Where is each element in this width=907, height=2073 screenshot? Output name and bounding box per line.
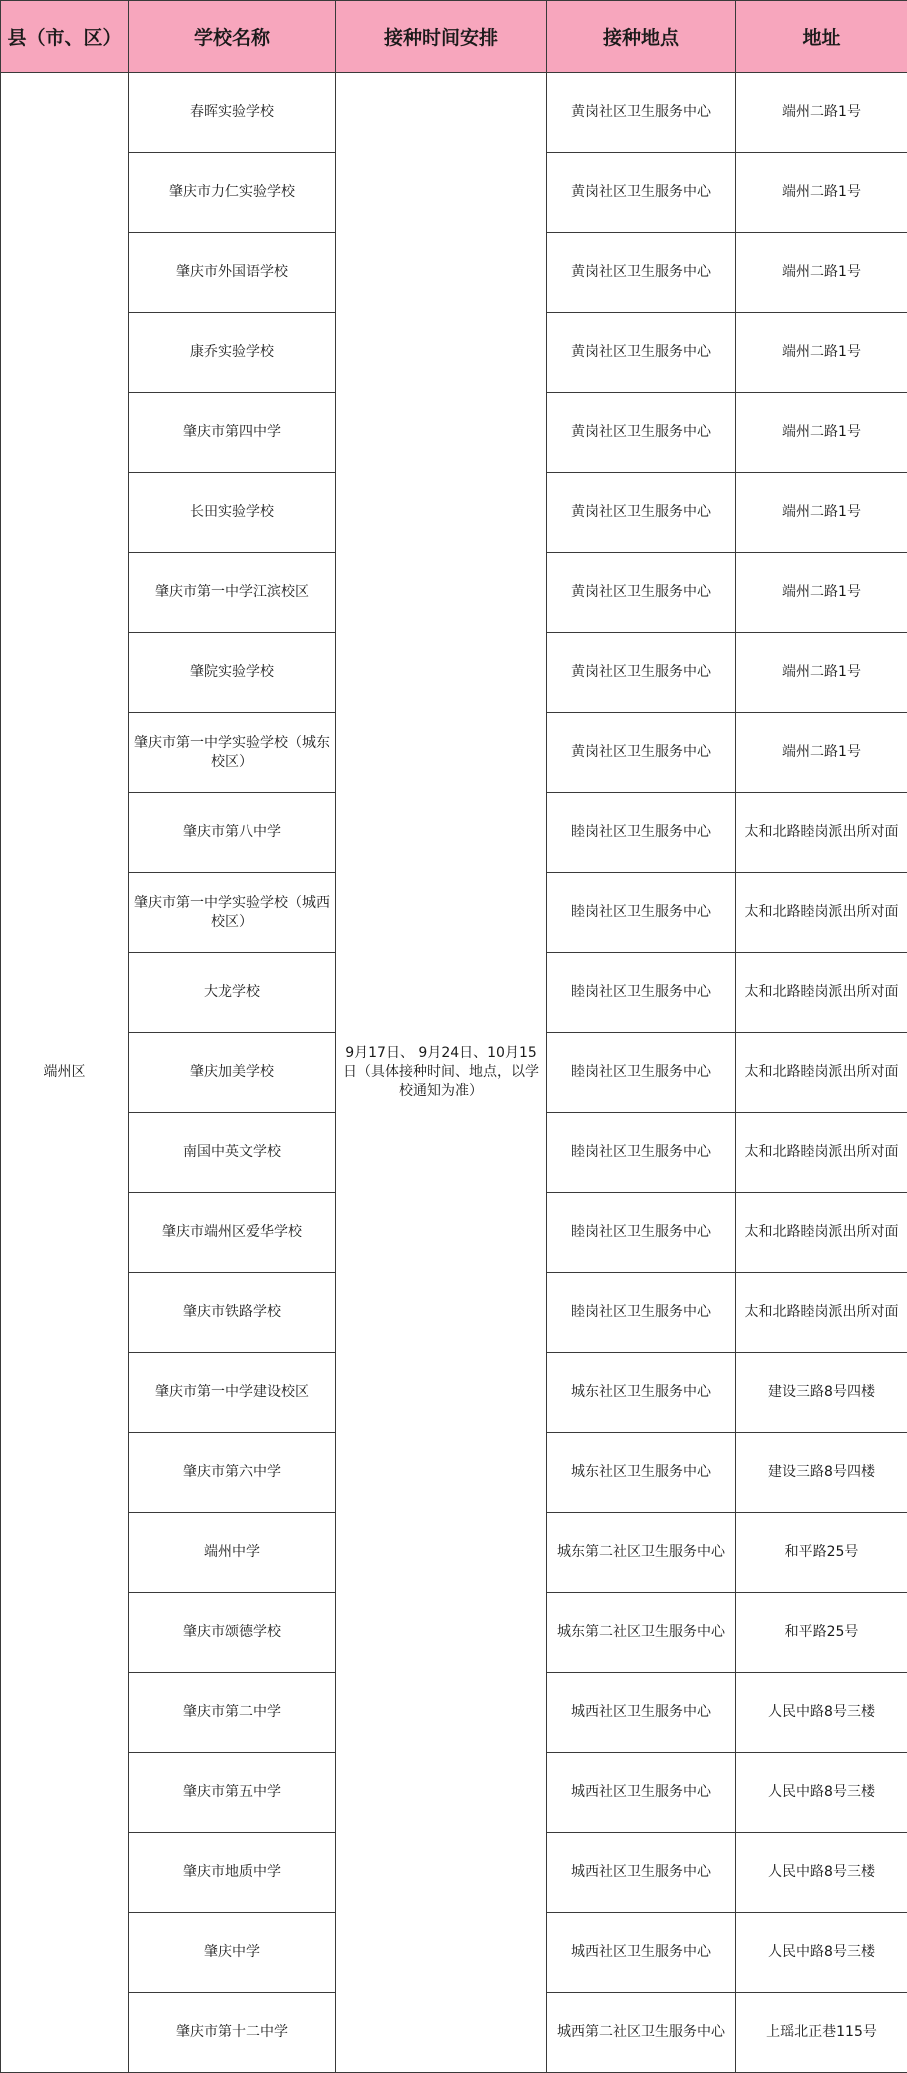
vaccination-site-cell: 黄岗社区卫生服务中心 <box>547 393 736 473</box>
school-name-cell: 肇庆加美学校 <box>129 1033 336 1113</box>
address-cell: 人民中路8号三楼 <box>736 1673 907 1753</box>
school-name-cell: 肇庆市地质中学 <box>129 1833 336 1913</box>
vaccination-site-cell: 黄岗社区卫生服务中心 <box>547 713 736 793</box>
vaccination-site-cell: 睦岗社区卫生服务中心 <box>547 1033 736 1113</box>
vaccination-site-cell: 睦岗社区卫生服务中心 <box>547 873 736 953</box>
address-cell: 建设三路8号四楼 <box>736 1353 907 1433</box>
vaccination-site-cell: 城西第二社区卫生服务中心 <box>547 1993 736 2073</box>
school-name-cell: 肇庆中学 <box>129 1913 336 1993</box>
address-cell: 太和北路睦岗派出所对面 <box>736 1113 907 1193</box>
table-body <box>1 73 907 2073</box>
address-cell: 人民中路8号三楼 <box>736 1833 907 1913</box>
address-cell: 太和北路睦岗派出所对面 <box>736 873 907 953</box>
address-cell: 端州二路1号 <box>736 393 907 473</box>
school-name-cell: 春晖实验学校 <box>129 73 336 153</box>
address-cell: 太和北路睦岗派出所对面 <box>736 1273 907 1353</box>
vaccination-site-cell: 黄岗社区卫生服务中心 <box>547 553 736 633</box>
vaccination-site-cell: 睦岗社区卫生服务中心 <box>547 1113 736 1193</box>
address-cell: 建设三路8号四楼 <box>736 1433 907 1513</box>
schedule-cell: 9月17日、 9月24日、10月15日（具体接种时间、地点，以学校通知为准） <box>336 73 547 2073</box>
vaccination-site-cell: 城西社区卫生服务中心 <box>547 1833 736 1913</box>
school-name-cell: 肇庆市第一中学建设校区 <box>129 1353 336 1433</box>
vaccination-site-cell: 城西社区卫生服务中心 <box>547 1673 736 1753</box>
school-name-cell: 大龙学校 <box>129 953 336 1033</box>
school-name-cell: 南国中英文学校 <box>129 1113 336 1193</box>
address-cell: 和平路25号 <box>736 1513 907 1593</box>
vaccination-site-cell: 黄岗社区卫生服务中心 <box>547 153 736 233</box>
vaccination-site-cell: 城东第二社区卫生服务中心 <box>547 1513 736 1593</box>
vaccination-site-cell: 城西社区卫生服务中心 <box>547 1753 736 1833</box>
address-cell: 端州二路1号 <box>736 713 907 793</box>
address-cell: 太和北路睦岗派出所对面 <box>736 953 907 1033</box>
school-name-cell: 肇庆市第四中学 <box>129 393 336 473</box>
school-name-cell: 肇庆市第五中学 <box>129 1753 336 1833</box>
address-cell: 端州二路1号 <box>736 73 907 153</box>
school-name-cell: 肇庆市铁路学校 <box>129 1273 336 1353</box>
header-site: 接种地点 <box>547 1 736 73</box>
vaccination-site-cell: 城东社区卫生服务中心 <box>547 1353 736 1433</box>
header-district: 县（市、区） <box>1 1 129 73</box>
vaccination-site-cell: 睦岗社区卫生服务中心 <box>547 1273 736 1353</box>
vaccination-site-cell: 睦岗社区卫生服务中心 <box>547 1193 736 1273</box>
school-name-cell: 肇庆市端州区爱华学校 <box>129 1193 336 1273</box>
address-cell: 太和北路睦岗派出所对面 <box>736 1193 907 1273</box>
district-cell: 端州区 <box>1 73 129 2073</box>
vaccination-site-cell: 睦岗社区卫生服务中心 <box>547 953 736 1033</box>
school-name-cell: 肇庆市第二中学 <box>129 1673 336 1753</box>
school-name-cell: 肇院实验学校 <box>129 633 336 713</box>
header-row <box>1 1 907 73</box>
school-name-cell: 肇庆市第一中学实验学校（城西校区） <box>129 873 336 953</box>
address-cell: 端州二路1号 <box>736 553 907 633</box>
address-cell: 端州二路1号 <box>736 153 907 233</box>
header-schedule: 接种时间安排 <box>336 1 547 73</box>
school-name-cell: 肇庆市颂德学校 <box>129 1593 336 1673</box>
header-school-name: 学校名称 <box>129 1 336 73</box>
vaccination-site-cell: 黄岗社区卫生服务中心 <box>547 233 736 313</box>
school-name-cell: 肇庆市第十二中学 <box>129 1993 336 2073</box>
school-name-cell: 肇庆市第六中学 <box>129 1433 336 1513</box>
school-name-cell: 肇庆市力仁实验学校 <box>129 153 336 233</box>
address-cell: 端州二路1号 <box>736 313 907 393</box>
address-cell: 上瑶北正巷115号 <box>736 1993 907 2073</box>
vaccination-site-cell: 城西社区卫生服务中心 <box>547 1913 736 1993</box>
address-cell: 端州二路1号 <box>736 233 907 313</box>
vaccination-site-cell: 城东社区卫生服务中心 <box>547 1433 736 1513</box>
vaccination-site-cell: 城东第二社区卫生服务中心 <box>547 1593 736 1673</box>
school-name-cell: 肇庆市第一中学江滨校区 <box>129 553 336 633</box>
header-address: 地址 <box>736 1 907 73</box>
address-cell: 端州二路1号 <box>736 473 907 553</box>
school-name-cell: 肇庆市外国语学校 <box>129 233 336 313</box>
school-name-cell: 长田实验学校 <box>129 473 336 553</box>
address-cell: 太和北路睦岗派出所对面 <box>736 793 907 873</box>
school-name-cell: 端州中学 <box>129 1513 336 1593</box>
address-cell: 太和北路睦岗派出所对面 <box>736 1033 907 1113</box>
table-row <box>1 73 907 153</box>
school-name-cell: 肇庆市第一中学实验学校（城东校区） <box>129 713 336 793</box>
address-cell: 人民中路8号三楼 <box>736 1753 907 1833</box>
vaccination-site-cell: 黄岗社区卫生服务中心 <box>547 73 736 153</box>
address-cell: 端州二路1号 <box>736 633 907 713</box>
school-name-cell: 肇庆市第八中学 <box>129 793 336 873</box>
address-cell: 和平路25号 <box>736 1593 907 1673</box>
vaccination-site-cell: 黄岗社区卫生服务中心 <box>547 633 736 713</box>
school-name-cell: 康乔实验学校 <box>129 313 336 393</box>
address-cell: 人民中路8号三楼 <box>736 1913 907 1993</box>
vaccination-site-cell: 睦岗社区卫生服务中心 <box>547 793 736 873</box>
vaccination-site-cell: 黄岗社区卫生服务中心 <box>547 313 736 393</box>
table-header <box>1 1 907 73</box>
vaccination-site-cell: 黄岗社区卫生服务中心 <box>547 473 736 553</box>
